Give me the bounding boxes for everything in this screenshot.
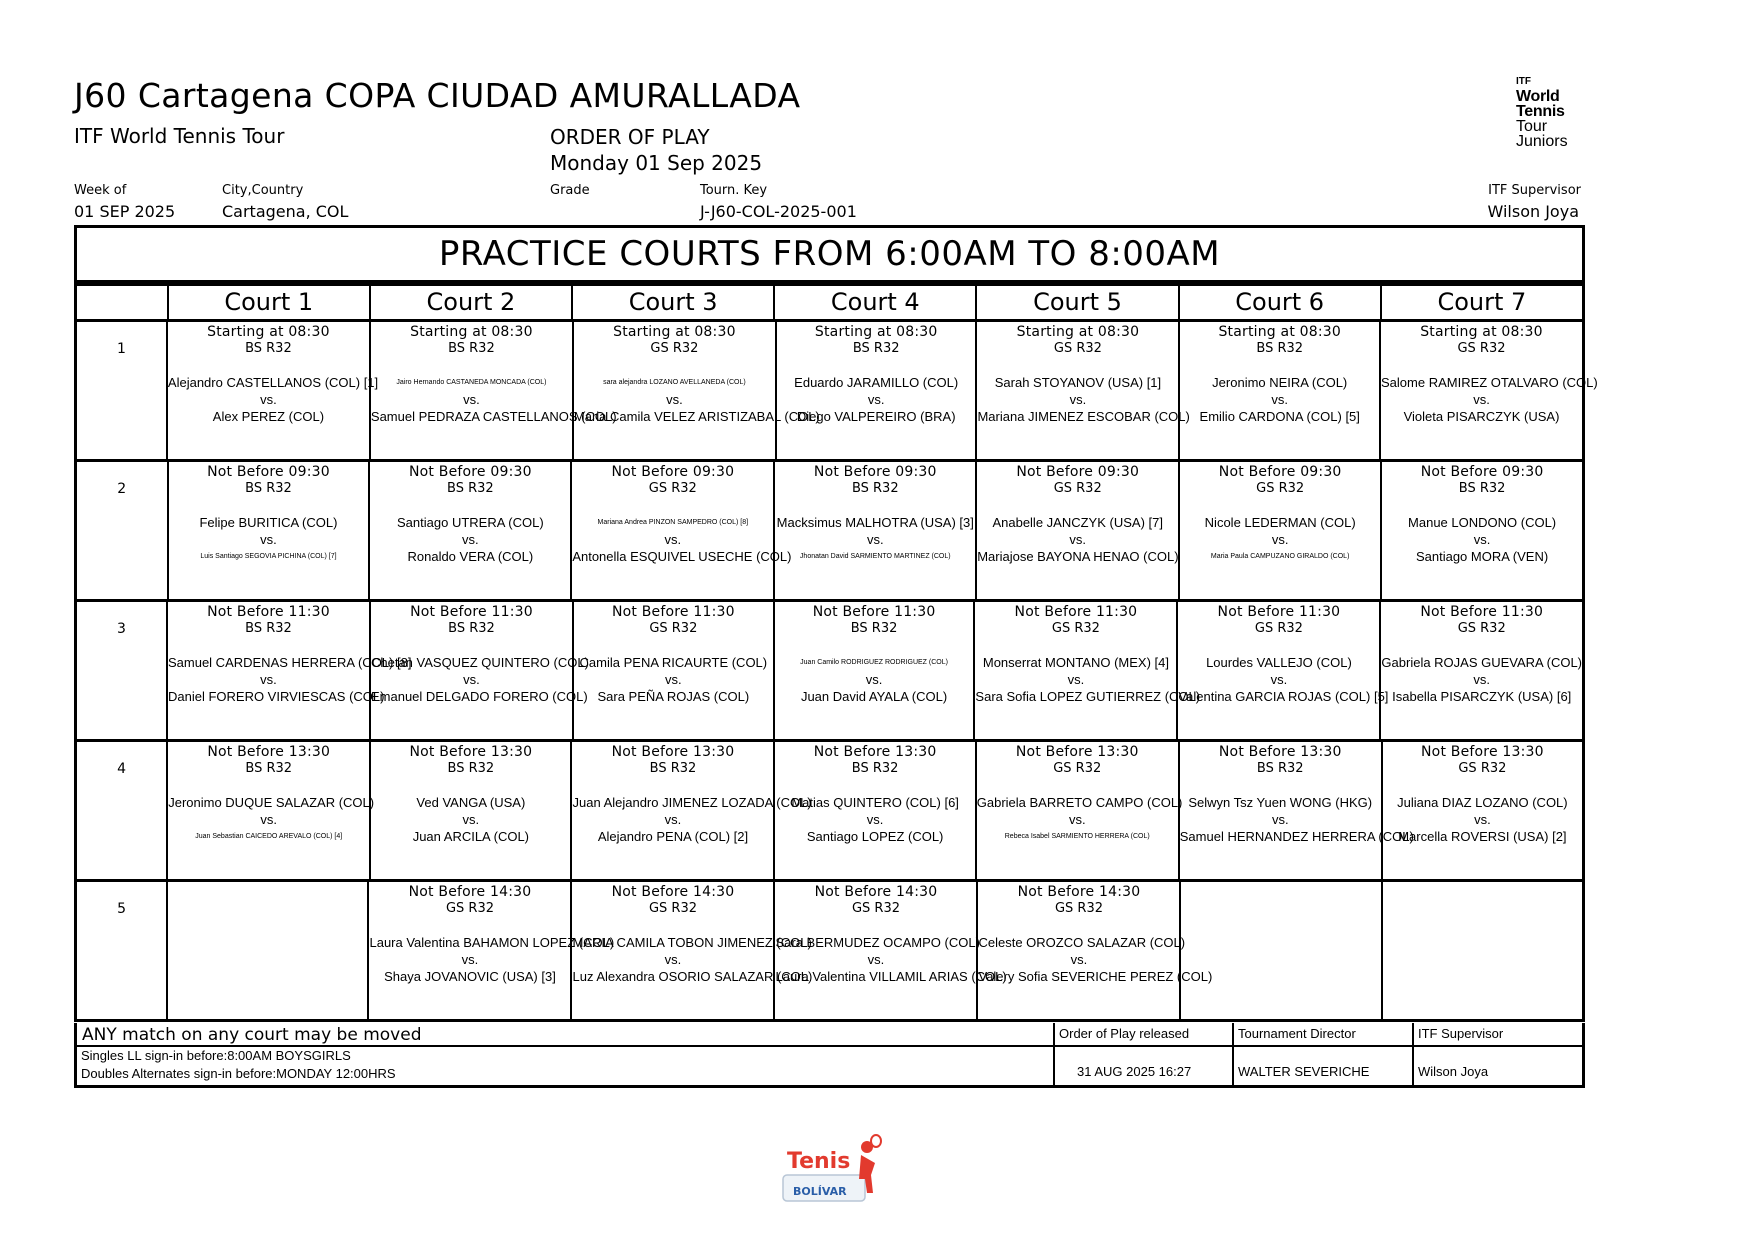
- match-draw: GS R32: [648, 901, 697, 916]
- itf-juniors-logo: [1516, 74, 1590, 149]
- player-two: Sara Sofia LOPEZ GUTIERREZ (COL): [975, 689, 1201, 704]
- match-cell[interactable]: [773, 882, 1007, 1019]
- oop-title: ORDER OF PLAY: [550, 125, 710, 149]
- match-cell[interactable]: [1178, 462, 1380, 599]
- player-one: Juliana DIAZ LOZANO (COL): [1397, 795, 1568, 810]
- row-number: 3: [117, 621, 126, 637]
- player-one: Juan Camilo RODRIGUEZ RODRIGUEZ (COL): [800, 659, 948, 666]
- court-header-6: Court 6: [1178, 286, 1380, 319]
- bolivar-logo-word: BOLÍVAR: [793, 1185, 847, 1198]
- match-row: [77, 459, 1582, 599]
- match-cell[interactable]: [1178, 742, 1414, 879]
- player-two: Mariajose BAYONA HENAO (COL): [977, 549, 1179, 564]
- match-time: Not Before 13:30: [611, 744, 735, 760]
- match-draw: BS R32: [245, 761, 293, 776]
- player-one: Jeronimo DUQUE SALAZAR (COL): [168, 795, 375, 810]
- match-cell[interactable]: [1176, 602, 1389, 739]
- player-two: Marcella ROVERSI (USA) [2]: [1398, 829, 1567, 844]
- versus-label: vs.: [865, 672, 883, 687]
- player-one: sara alejandra LOZANO AVELLANEDA (COL): [603, 379, 746, 386]
- player-two: Ronaldo VERA (COL): [407, 549, 534, 564]
- logo-tour: Tour: [1516, 118, 1548, 135]
- match-time: Starting at 08:30: [814, 324, 938, 340]
- match-cell[interactable]: [775, 322, 976, 459]
- match-draw: GS R32: [1254, 621, 1303, 636]
- week-label: Week of: [74, 183, 127, 198]
- versus-label: vs.: [664, 952, 682, 967]
- match-row: [77, 879, 1582, 1019]
- player-two: Maria Paula CAMPUZANO GIRALDO (COL): [1210, 553, 1350, 560]
- match-draw: GS R32: [1053, 341, 1102, 356]
- player-two: Shaya JOVANOVIC (USA) [3]: [384, 969, 556, 984]
- player-one: Laura Valentina BAHAMON LOPEZ (COL): [369, 935, 615, 950]
- match-draw: GS R32: [1053, 481, 1102, 496]
- match-draw: BS R32: [447, 481, 494, 496]
- player-one: Lourdes VALLEJO (COL): [1206, 655, 1352, 670]
- player-one: Camila PENA RICAURTE (COL): [579, 655, 768, 670]
- match-draw: GS R32: [1457, 621, 1506, 636]
- corner-cell: [77, 286, 167, 319]
- match-draw: GS R32: [1054, 901, 1103, 916]
- match-cell[interactable]: [973, 602, 1201, 739]
- player-one: Alejandro CASTELLANOS (COL) [1]: [167, 375, 379, 390]
- supervisor-value: Wilson Joya: [1487, 202, 1579, 221]
- week-value: 01 SEP 2025: [74, 202, 176, 221]
- match-cell[interactable]: [976, 882, 1213, 1019]
- versus-label: vs.: [1473, 392, 1490, 407]
- match-cell[interactable]: [1380, 462, 1582, 599]
- match-cell[interactable]: [1381, 742, 1582, 879]
- footer-supervisor-label: ITF Supervisor: [1418, 1026, 1504, 1041]
- match-draw: BS R32: [245, 621, 292, 636]
- match-cell[interactable]: [166, 602, 412, 739]
- versus-label: vs.: [866, 812, 884, 827]
- player-one: Selwyn Tsz Yuen WONG (HKG): [1188, 795, 1373, 810]
- match-cell[interactable]: [975, 742, 1183, 879]
- tenis-logo-word: Tenis: [787, 1149, 851, 1174]
- match-draw: BS R32: [851, 481, 899, 496]
- match-draw: GS R32: [648, 481, 697, 496]
- order-of-play-grid: [74, 283, 1598, 1022]
- tourn-key-value: J-J60-COL-2025-001: [700, 202, 857, 221]
- tenis-bolivar-logo: [781, 1135, 881, 1205]
- match-draw: BS R32: [245, 481, 292, 496]
- player-two: Antonella ESQUIVEL USECHE (COL): [572, 549, 792, 564]
- match-time: Not Before 13:30: [409, 744, 533, 760]
- match-time: Not Before 13:30: [207, 744, 331, 760]
- match-time: Starting at 08:30: [1420, 324, 1543, 340]
- order-of-play-heading: [550, 124, 762, 176]
- versus-label: vs.: [1069, 392, 1087, 407]
- match-draw: GS R32: [1457, 341, 1506, 356]
- released-box: [1053, 1023, 1232, 1085]
- match-cell: [1179, 882, 1380, 1019]
- match-time: Not Before 09:30: [1420, 464, 1544, 480]
- logo-itf: ITF: [1516, 76, 1531, 87]
- match-cell: [166, 882, 367, 1019]
- match-cell[interactable]: [570, 462, 792, 599]
- player-one: MARIA CAMILA TOBON JIMENEZ (COL): [572, 935, 812, 950]
- match-draw: BS R32: [850, 621, 898, 636]
- versus-label: vs.: [1067, 672, 1085, 687]
- match-draw: BS R32: [851, 761, 899, 776]
- match-cell[interactable]: [773, 602, 974, 739]
- match-cell[interactable]: [166, 322, 379, 459]
- match-draw: GS R32: [445, 901, 494, 916]
- oop-date: Monday 01 Sep 2025: [550, 151, 763, 175]
- versus-label: vs.: [1270, 672, 1288, 687]
- match-draw: GS R32: [1051, 621, 1100, 636]
- court-header-row: [77, 283, 1582, 319]
- player-one: Jeronimo NEIRA (COL): [1212, 375, 1348, 390]
- footer-panel: [74, 1023, 1585, 1088]
- match-time: Not Before 11:30: [812, 604, 936, 620]
- court-header-3: Court 3: [571, 286, 773, 319]
- player-two: Emilio CARDONA (COL) [5]: [1199, 409, 1360, 424]
- match-time: Not Before 09:30: [207, 464, 330, 480]
- match-time: Not Before 09:30: [1218, 464, 1342, 480]
- match-draw: BS R32: [1458, 481, 1506, 496]
- player-one: Gabriela BARRETO CAMPO (COL): [976, 795, 1183, 810]
- director-box: [1232, 1023, 1412, 1085]
- versus-label: vs.: [1068, 812, 1086, 827]
- city-value: Cartagena, COL: [222, 202, 349, 221]
- match-draw: GS R32: [649, 621, 698, 636]
- match-time: Not Before 14:30: [408, 884, 532, 900]
- logo-tennis: Tennis: [1516, 103, 1565, 120]
- versus-label: vs.: [1271, 392, 1289, 407]
- match-cell[interactable]: [570, 882, 813, 1019]
- player-two: Samuel HERNANDEZ HERRERA (COL): [1179, 829, 1414, 844]
- versus-label: vs.: [665, 672, 682, 687]
- versus-label: vs.: [666, 392, 683, 407]
- match-time: Not Before 14:30: [1017, 884, 1141, 900]
- match-draw: BS R32: [1256, 761, 1304, 776]
- versus-label: vs.: [260, 532, 277, 547]
- match-draw: BS R32: [649, 761, 697, 776]
- match-time: Not Before 11:30: [410, 604, 533, 620]
- match-time: Not Before 09:30: [813, 464, 937, 480]
- player-two: Valentina GARCIA ROJAS (COL) [5]: [1178, 689, 1389, 704]
- match-time: Not Before 13:30: [1218, 744, 1342, 760]
- player-two: Luz Alexandra OSORIO SALAZAR (COL): [572, 969, 813, 984]
- player-one: Samuel CARDENAS HERRERA (COL) [8]: [167, 655, 412, 670]
- versus-label: vs.: [260, 672, 277, 687]
- versus-label: vs.: [866, 532, 884, 547]
- match-time: Starting at 08:30: [1218, 324, 1342, 340]
- versus-label: vs.: [664, 812, 682, 827]
- player-two: Santiago MORA (VEN): [1415, 549, 1549, 564]
- match-time: Not Before 13:30: [1421, 744, 1544, 760]
- grade-label: Grade: [550, 183, 590, 198]
- player-two: Alejandro PENA (COL) [2]: [597, 829, 749, 844]
- player-one: Chetan VASQUEZ QUINTERO (COL): [370, 655, 589, 670]
- player-one: Jairo Hernando CASTANEDA MONCADA (COL): [396, 379, 547, 386]
- match-draw: BS R32: [1256, 341, 1304, 356]
- match-draw: GS R32: [1256, 481, 1305, 496]
- versus-label: vs.: [260, 812, 278, 827]
- match-cell[interactable]: [369, 602, 589, 739]
- footer-supervisor-value: Wilson Joya: [1418, 1064, 1489, 1079]
- match-cell[interactable]: [570, 742, 812, 879]
- tour-subtitle: ITF World Tennis Tour: [74, 124, 285, 148]
- match-time: Not Before 13:30: [813, 744, 937, 760]
- match-cell[interactable]: [167, 462, 369, 599]
- player-one: Celeste OROZCO SALAZAR (COL): [978, 935, 1186, 950]
- match-draw: BS R32: [448, 621, 495, 636]
- match-draw: BS R32: [448, 341, 495, 356]
- versus-label: vs.: [463, 392, 480, 407]
- match-time: Starting at 08:30: [613, 324, 736, 340]
- player-one: Juan Alejandro JIMENEZ LOZADA (COL): [572, 795, 812, 810]
- player-two: Mariana JIMENEZ ESCOBAR (COL): [977, 409, 1190, 424]
- player-one: Sara BERMUDEZ OCAMPO (COL): [775, 935, 980, 950]
- director-label: Tournament Director: [1238, 1026, 1356, 1041]
- match-time: Not Before 11:30: [207, 604, 330, 620]
- practice-courts-banner: PRACTICE COURTS FROM 6:00AM TO 8:00AM: [74, 225, 1585, 283]
- released-label: Order of Play released: [1059, 1026, 1190, 1041]
- match-row: [77, 739, 1582, 879]
- match-cell[interactable]: [368, 462, 570, 599]
- match-draw: BS R32: [447, 761, 495, 776]
- logo-juniors: Juniors: [1516, 133, 1568, 150]
- supervisor-label: ITF Supervisor: [1488, 183, 1581, 198]
- versus-label: vs.: [1473, 672, 1491, 687]
- match-time: Starting at 08:30: [410, 324, 533, 340]
- player-two: Diego VALPEREIRO (BRA): [796, 409, 956, 424]
- logo-world: World: [1516, 88, 1560, 105]
- court-header-4: Court 4: [773, 286, 975, 319]
- tourn-key-label: Tourn. Key: [700, 183, 768, 198]
- player-two: Emanuel DELGADO FORERO (COL): [370, 689, 588, 704]
- player-one: Nicole LEDERMAN (COL): [1204, 515, 1356, 530]
- player-one: Salome RAMIREZ OTALVARO (COL): [1381, 375, 1598, 390]
- versus-label: vs.: [867, 952, 885, 967]
- doubles-alternates-note: Doubles Alternates sign-in before:MONDAY 12:00HRS: [81, 1066, 396, 1081]
- versus-label: vs.: [664, 532, 682, 547]
- match-draw: GS R32: [1053, 761, 1102, 776]
- court-header-7: Court 7: [1380, 286, 1582, 319]
- player-two: Maria Camila VELEZ ARISTIZABAL (COL): [573, 409, 820, 424]
- versus-label: vs.: [1271, 532, 1289, 547]
- player-one: Santiago UTRERA (COL): [397, 515, 544, 530]
- versus-label: vs.: [867, 392, 885, 407]
- player-one: Mariana Andrea PINZON SAMPEDRO (COL) [8]: [597, 519, 749, 526]
- match-time: Not Before 09:30: [1016, 464, 1140, 480]
- match-cell[interactable]: [367, 882, 615, 1019]
- match-time: Starting at 08:30: [1016, 324, 1140, 340]
- versus-label: vs.: [1070, 952, 1088, 967]
- match-draw: GS R32: [650, 341, 699, 356]
- player-two: Juan ARCILA (COL): [412, 829, 530, 844]
- match-cell[interactable]: [975, 462, 1178, 599]
- player-two: Violeta PISARCZYK (USA): [1403, 409, 1560, 424]
- city-label: City,Country: [222, 183, 304, 198]
- player-two: Rebeca Isabel SARMIENTO HERRERA (COL): [1004, 833, 1150, 840]
- match-time: Starting at 08:30: [207, 324, 330, 340]
- player-one: Felipe BURITICA (COL): [199, 515, 338, 530]
- versus-label: vs.: [1271, 812, 1289, 827]
- player-two: Laura Valentina VILLAMIL ARIAS (COL): [775, 969, 1007, 984]
- match-cell[interactable]: [975, 322, 1190, 459]
- match-draw: GS R32: [851, 901, 900, 916]
- player-two: Sara PEÑA ROJAS (COL): [597, 689, 750, 704]
- court-header-1: Court 1: [167, 286, 369, 319]
- player-two: Isabella PISARCZYK (USA) [6]: [1392, 689, 1572, 704]
- match-cell[interactable]: [369, 322, 617, 459]
- match-time: Not Before 14:30: [611, 884, 735, 900]
- player-one: Manue LONDONO (COL): [1408, 515, 1557, 530]
- player-two: Juan Sebastian CAICEDO AREVALO (COL) [4]: [195, 833, 343, 840]
- match-cell[interactable]: [773, 462, 975, 599]
- match-time: Not Before 11:30: [1014, 604, 1138, 620]
- match-time: Not Before 11:30: [611, 604, 735, 620]
- footer-supervisor-box: [1412, 1023, 1582, 1085]
- player-two: Jhonatan David SARMIENTO MARTINEZ (COL): [799, 553, 951, 560]
- player-two: Valery Sofia SEVERICHE PEREZ (COL): [978, 969, 1213, 984]
- match-cell[interactable]: [773, 742, 974, 879]
- versus-label: vs.: [1473, 532, 1491, 547]
- match-draw: BS R32: [245, 341, 292, 356]
- match-time: Not Before 11:30: [1217, 604, 1341, 620]
- director-value: WALTER SEVERICHE: [1238, 1064, 1370, 1079]
- versus-label: vs.: [1474, 812, 1491, 827]
- player-one: Gabriela ROJAS GUEVARA (COL): [1381, 655, 1583, 670]
- match-time: Not Before 13:30: [1015, 744, 1139, 760]
- match-cell[interactable]: [166, 742, 375, 879]
- match-time: Not Before 11:30: [1420, 604, 1544, 620]
- player-one: Sarah STOYANOV (USA) [1]: [994, 375, 1162, 390]
- released-value: 31 AUG 2025 16:27: [1077, 1064, 1192, 1079]
- row-number: 5: [117, 901, 127, 917]
- singles-ll-note: Singles LL sign-in before:8:00AM BOYSGIRLS: [81, 1048, 351, 1063]
- row-number: 4: [117, 761, 127, 777]
- player-two: Samuel PEDRAZA CASTELLANOS (COL): [370, 409, 617, 424]
- match-cell[interactable]: [572, 602, 773, 739]
- versus-label: vs.: [462, 812, 480, 827]
- match-time: Not Before 14:30: [814, 884, 938, 900]
- court-header-2: Court 2: [369, 286, 571, 319]
- match-cell[interactable]: [1379, 322, 1598, 459]
- match-cell[interactable]: [572, 322, 820, 459]
- row-number: 1: [116, 341, 126, 357]
- row-number: 2: [117, 481, 127, 497]
- versus-label: vs.: [463, 672, 480, 687]
- player-one: Anabelle JANCZYK (USA) [7]: [992, 515, 1163, 530]
- player-one: Matias QUINTERO (COL) [6]: [791, 795, 959, 810]
- player-two: Daniel FORERO VIRVIESCAS (COL): [167, 689, 385, 704]
- match-cell[interactable]: [369, 742, 570, 879]
- any-match-note: ANY match on any court may be moved: [82, 1025, 422, 1045]
- match-draw: BS R32: [852, 341, 900, 356]
- player-one: Macksimus MALHOTRA (USA) [3]: [776, 515, 974, 530]
- match-draw: GS R32: [1458, 761, 1507, 776]
- versus-label: vs.: [260, 392, 277, 407]
- court-header-5: Court 5: [975, 286, 1177, 319]
- match-cell[interactable]: [1379, 602, 1582, 739]
- match-row: [77, 599, 1582, 739]
- player-one: Eduardo JARAMILLO (COL): [794, 375, 959, 390]
- player-two: Juan David AYALA (COL): [800, 689, 948, 704]
- match-cell[interactable]: [1178, 322, 1379, 459]
- player-two: Santiago LOPEZ (COL): [806, 829, 944, 844]
- match-cell: [1381, 882, 1582, 1019]
- tournament-title: J60 Cartagena COPA CIUDAD AMURALLADA: [74, 76, 801, 115]
- player-two: Alex PEREZ (COL): [212, 409, 325, 424]
- player-one: Monserrat MONTANO (MEX) [4]: [982, 655, 1169, 670]
- player-two: Luis Santiago SEGOVIA PICHINA (COL) [7]: [200, 553, 337, 560]
- versus-label: vs.: [461, 952, 479, 967]
- match-time: Not Before 09:30: [408, 464, 532, 480]
- versus-label: vs.: [462, 532, 479, 547]
- match-row: [77, 319, 1598, 459]
- versus-label: vs.: [1069, 532, 1087, 547]
- match-time: Not Before 09:30: [611, 464, 735, 480]
- player-one: Ved VANGA (USA): [416, 795, 526, 810]
